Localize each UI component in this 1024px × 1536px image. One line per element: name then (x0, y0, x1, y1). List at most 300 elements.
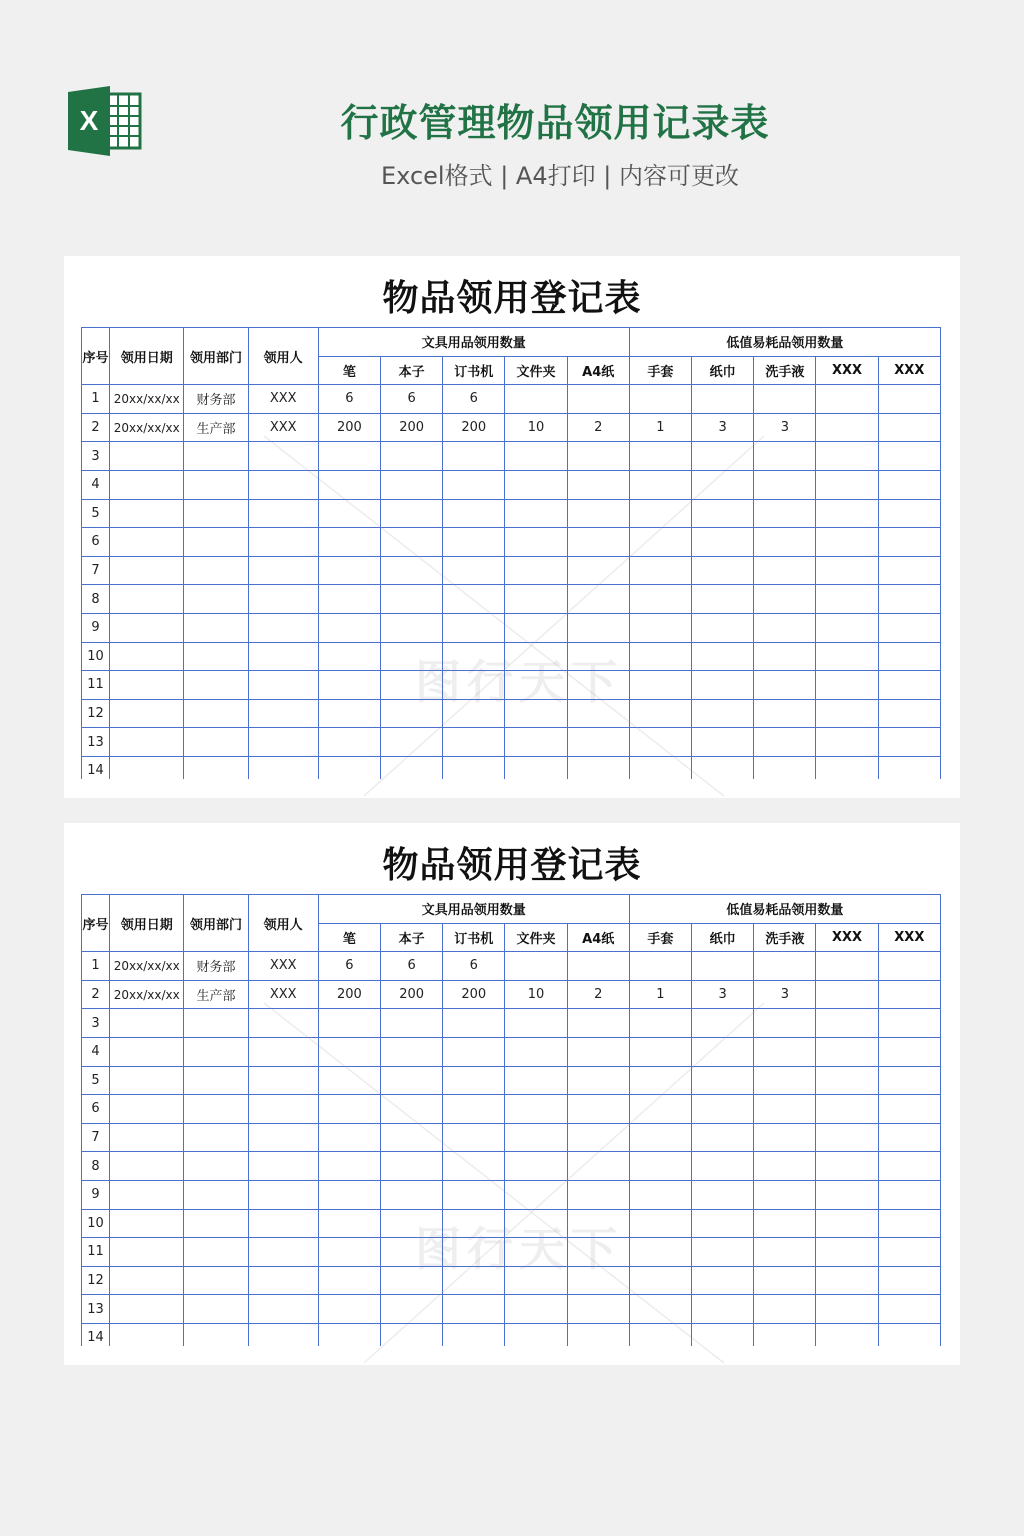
cell-quantity[interactable] (567, 442, 629, 471)
cell-quantity[interactable] (443, 556, 505, 585)
cell-quantity[interactable] (754, 1152, 816, 1181)
cell-quantity[interactable]: 200 (318, 980, 380, 1009)
cell-quantity[interactable] (443, 442, 505, 471)
cell-quantity[interactable] (443, 756, 505, 779)
cell-seq[interactable]: 4 (82, 1037, 110, 1066)
cell-quantity[interactable] (443, 1095, 505, 1124)
cell-quantity[interactable] (816, 952, 878, 981)
cell-dept[interactable] (184, 671, 248, 700)
cell-quantity[interactable] (381, 470, 443, 499)
cell-quantity[interactable] (567, 699, 629, 728)
cell-quantity[interactable]: 3 (692, 413, 754, 442)
cell-person[interactable] (248, 1295, 318, 1324)
cell-quantity[interactable] (505, 756, 567, 779)
cell-quantity[interactable] (878, 470, 940, 499)
cell-quantity[interactable] (443, 585, 505, 614)
cell-quantity[interactable] (692, 442, 754, 471)
cell-seq[interactable]: 9 (82, 613, 110, 642)
cell-quantity[interactable] (318, 1323, 380, 1346)
cell-seq[interactable]: 2 (82, 413, 110, 442)
cell-date[interactable] (110, 756, 184, 779)
cell-person[interactable] (248, 671, 318, 700)
cell-quantity[interactable] (318, 470, 380, 499)
cell-quantity[interactable] (567, 728, 629, 757)
cell-quantity[interactable] (692, 728, 754, 757)
cell-quantity[interactable] (318, 1180, 380, 1209)
cell-dept[interactable]: 生产部 (184, 980, 248, 1009)
cell-quantity[interactable] (318, 1209, 380, 1238)
cell-quantity[interactable] (567, 671, 629, 700)
cell-quantity[interactable] (629, 1295, 691, 1324)
cell-quantity[interactable] (754, 1209, 816, 1238)
cell-quantity[interactable] (505, 1066, 567, 1095)
cell-quantity[interactable] (754, 528, 816, 557)
cell-dept[interactable] (184, 470, 248, 499)
cell-seq[interactable]: 8 (82, 1152, 110, 1181)
cell-quantity[interactable]: 3 (754, 413, 816, 442)
cell-seq[interactable]: 14 (82, 1323, 110, 1346)
cell-quantity[interactable] (443, 1037, 505, 1066)
cell-person[interactable] (248, 442, 318, 471)
cell-quantity[interactable] (878, 613, 940, 642)
cell-quantity[interactable] (443, 671, 505, 700)
cell-seq[interactable]: 7 (82, 1123, 110, 1152)
cell-date[interactable]: 20xx/xx/xx (110, 413, 184, 442)
cell-quantity[interactable] (505, 470, 567, 499)
cell-quantity[interactable] (381, 499, 443, 528)
cell-seq[interactable]: 12 (82, 1266, 110, 1295)
cell-date[interactable] (110, 528, 184, 557)
cell-person[interactable] (248, 1037, 318, 1066)
cell-quantity[interactable] (318, 613, 380, 642)
cell-person[interactable] (248, 1066, 318, 1095)
cell-seq[interactable]: 11 (82, 671, 110, 700)
cell-date[interactable] (110, 1209, 184, 1238)
cell-quantity[interactable] (505, 528, 567, 557)
cell-quantity[interactable] (692, 642, 754, 671)
cell-dept[interactable] (184, 1209, 248, 1238)
cell-seq[interactable]: 12 (82, 699, 110, 728)
cell-quantity[interactable]: 1 (629, 413, 691, 442)
cell-quantity[interactable] (692, 1009, 754, 1038)
cell-quantity[interactable] (567, 499, 629, 528)
cell-quantity[interactable] (381, 1037, 443, 1066)
cell-date[interactable] (110, 613, 184, 642)
cell-quantity[interactable] (381, 1066, 443, 1095)
cell-date[interactable] (110, 699, 184, 728)
cell-quantity[interactable] (443, 699, 505, 728)
cell-quantity[interactable] (629, 528, 691, 557)
cell-quantity[interactable] (318, 1295, 380, 1324)
cell-quantity[interactable] (318, 1009, 380, 1038)
cell-dept[interactable] (184, 1095, 248, 1124)
cell-date[interactable] (110, 728, 184, 757)
cell-date[interactable] (110, 556, 184, 585)
cell-quantity[interactable] (443, 642, 505, 671)
cell-seq[interactable]: 13 (82, 1295, 110, 1324)
cell-dept[interactable] (184, 756, 248, 779)
cell-quantity[interactable] (629, 1152, 691, 1181)
cell-seq[interactable]: 6 (82, 1095, 110, 1124)
cell-quantity[interactable] (754, 499, 816, 528)
cell-quantity[interactable] (381, 528, 443, 557)
cell-quantity[interactable]: 1 (629, 980, 691, 1009)
cell-dept[interactable] (184, 613, 248, 642)
cell-quantity[interactable] (443, 1238, 505, 1267)
cell-quantity[interactable] (567, 1009, 629, 1038)
cell-quantity[interactable] (381, 699, 443, 728)
cell-quantity[interactable] (754, 585, 816, 614)
cell-person[interactable] (248, 699, 318, 728)
cell-dept[interactable] (184, 1123, 248, 1152)
cell-quantity[interactable] (816, 1037, 878, 1066)
cell-dept[interactable] (184, 699, 248, 728)
cell-quantity[interactable] (878, 442, 940, 471)
cell-quantity[interactable] (629, 1123, 691, 1152)
cell-quantity[interactable] (567, 1037, 629, 1066)
cell-quantity[interactable] (629, 1009, 691, 1038)
cell-quantity[interactable] (381, 728, 443, 757)
cell-seq[interactable]: 3 (82, 442, 110, 471)
cell-quantity[interactable] (692, 556, 754, 585)
cell-quantity[interactable] (318, 756, 380, 779)
cell-dept[interactable] (184, 556, 248, 585)
cell-quantity[interactable] (878, 413, 940, 442)
cell-person[interactable] (248, 499, 318, 528)
cell-quantity[interactable] (692, 1123, 754, 1152)
cell-quantity[interactable] (318, 1095, 380, 1124)
cell-quantity[interactable] (629, 585, 691, 614)
cell-date[interactable] (110, 1037, 184, 1066)
cell-person[interactable] (248, 1152, 318, 1181)
cell-person[interactable] (248, 756, 318, 779)
cell-quantity[interactable] (629, 1323, 691, 1346)
cell-quantity[interactable] (754, 952, 816, 981)
cell-quantity[interactable] (318, 642, 380, 671)
cell-quantity[interactable] (692, 1152, 754, 1181)
cell-quantity[interactable] (505, 1152, 567, 1181)
cell-date[interactable] (110, 1009, 184, 1038)
cell-person[interactable] (248, 528, 318, 557)
cell-quantity[interactable] (381, 1238, 443, 1267)
cell-date[interactable] (110, 1266, 184, 1295)
cell-quantity[interactable] (443, 528, 505, 557)
cell-person[interactable] (248, 470, 318, 499)
cell-quantity[interactable] (381, 1180, 443, 1209)
cell-quantity[interactable] (816, 385, 878, 414)
cell-quantity[interactable] (318, 1238, 380, 1267)
cell-dept[interactable] (184, 1009, 248, 1038)
cell-quantity[interactable] (443, 470, 505, 499)
cell-quantity[interactable] (318, 528, 380, 557)
cell-quantity[interactable] (505, 1095, 567, 1124)
cell-person[interactable]: XXX (248, 385, 318, 414)
cell-quantity[interactable] (754, 613, 816, 642)
cell-quantity[interactable] (567, 585, 629, 614)
cell-quantity[interactable] (505, 699, 567, 728)
cell-dept[interactable] (184, 1238, 248, 1267)
cell-quantity[interactable] (816, 728, 878, 757)
cell-quantity[interactable] (754, 1238, 816, 1267)
cell-quantity[interactable]: 200 (443, 980, 505, 1009)
cell-quantity[interactable] (878, 556, 940, 585)
cell-quantity[interactable] (816, 499, 878, 528)
cell-person[interactable] (248, 585, 318, 614)
cell-quantity[interactable] (754, 1266, 816, 1295)
cell-date[interactable] (110, 642, 184, 671)
cell-quantity[interactable] (505, 499, 567, 528)
cell-quantity[interactable] (567, 1123, 629, 1152)
cell-quantity[interactable] (692, 756, 754, 779)
cell-quantity[interactable] (567, 385, 629, 414)
cell-quantity[interactable] (878, 952, 940, 981)
cell-quantity[interactable] (816, 613, 878, 642)
cell-quantity[interactable] (381, 756, 443, 779)
cell-seq[interactable]: 7 (82, 556, 110, 585)
cell-person[interactable] (248, 1209, 318, 1238)
cell-quantity[interactable] (754, 671, 816, 700)
cell-quantity[interactable] (567, 528, 629, 557)
cell-quantity[interactable] (381, 1095, 443, 1124)
cell-date[interactable] (110, 1238, 184, 1267)
cell-quantity[interactable] (443, 1152, 505, 1181)
cell-quantity[interactable]: 6 (381, 952, 443, 981)
cell-quantity[interactable] (754, 1123, 816, 1152)
cell-quantity[interactable] (318, 1037, 380, 1066)
cell-quantity[interactable] (692, 1266, 754, 1295)
cell-quantity[interactable] (505, 642, 567, 671)
cell-quantity[interactable] (443, 1323, 505, 1346)
cell-quantity[interactable]: 6 (381, 385, 443, 414)
cell-quantity[interactable] (878, 642, 940, 671)
cell-quantity[interactable] (629, 1180, 691, 1209)
cell-quantity[interactable] (754, 1066, 816, 1095)
cell-quantity[interactable] (381, 442, 443, 471)
cell-person[interactable] (248, 1009, 318, 1038)
cell-quantity[interactable] (692, 1066, 754, 1095)
cell-quantity[interactable] (318, 1066, 380, 1095)
cell-date[interactable] (110, 585, 184, 614)
cell-quantity[interactable] (443, 613, 505, 642)
cell-person[interactable] (248, 1238, 318, 1267)
cell-date[interactable] (110, 499, 184, 528)
cell-quantity[interactable] (878, 1323, 940, 1346)
cell-quantity[interactable] (692, 699, 754, 728)
cell-quantity[interactable] (816, 413, 878, 442)
cell-person[interactable] (248, 1323, 318, 1346)
cell-quantity[interactable] (505, 585, 567, 614)
cell-quantity[interactable] (443, 1123, 505, 1152)
cell-quantity[interactable]: 200 (381, 980, 443, 1009)
cell-dept[interactable] (184, 1066, 248, 1095)
cell-quantity[interactable] (629, 442, 691, 471)
cell-quantity[interactable] (505, 671, 567, 700)
cell-quantity[interactable] (692, 1323, 754, 1346)
cell-quantity[interactable] (567, 756, 629, 779)
cell-dept[interactable] (184, 585, 248, 614)
cell-quantity[interactable] (381, 585, 443, 614)
cell-dept[interactable] (184, 499, 248, 528)
cell-quantity[interactable] (754, 699, 816, 728)
cell-quantity[interactable] (816, 756, 878, 779)
cell-dept[interactable] (184, 728, 248, 757)
cell-quantity[interactable] (878, 1066, 940, 1095)
cell-quantity[interactable] (816, 1295, 878, 1324)
cell-seq[interactable]: 8 (82, 585, 110, 614)
cell-quantity[interactable] (754, 385, 816, 414)
cell-quantity[interactable] (754, 728, 816, 757)
cell-quantity[interactable] (816, 699, 878, 728)
cell-quantity[interactable] (816, 556, 878, 585)
cell-dept[interactable] (184, 1180, 248, 1209)
cell-quantity[interactable] (878, 728, 940, 757)
cell-quantity[interactable] (878, 756, 940, 779)
cell-quantity[interactable] (754, 442, 816, 471)
cell-seq[interactable]: 14 (82, 756, 110, 779)
cell-dept[interactable] (184, 1323, 248, 1346)
cell-quantity[interactable] (629, 1266, 691, 1295)
cell-quantity[interactable] (505, 613, 567, 642)
cell-quantity[interactable] (692, 1209, 754, 1238)
cell-quantity[interactable] (381, 1295, 443, 1324)
cell-quantity[interactable] (878, 1180, 940, 1209)
cell-seq[interactable]: 1 (82, 952, 110, 981)
cell-quantity[interactable] (754, 470, 816, 499)
cell-quantity[interactable] (505, 385, 567, 414)
cell-quantity[interactable]: 6 (318, 385, 380, 414)
cell-quantity[interactable] (567, 1295, 629, 1324)
cell-quantity[interactable] (816, 1323, 878, 1346)
cell-quantity[interactable] (692, 499, 754, 528)
cell-quantity[interactable] (692, 1037, 754, 1066)
cell-quantity[interactable] (878, 1037, 940, 1066)
cell-person[interactable]: XXX (248, 980, 318, 1009)
cell-quantity[interactable] (381, 642, 443, 671)
cell-date[interactable] (110, 442, 184, 471)
cell-seq[interactable]: 4 (82, 470, 110, 499)
cell-quantity[interactable] (629, 499, 691, 528)
cell-quantity[interactable] (878, 1295, 940, 1324)
cell-quantity[interactable] (318, 1152, 380, 1181)
cell-dept[interactable] (184, 1152, 248, 1181)
cell-seq[interactable]: 10 (82, 642, 110, 671)
cell-person[interactable] (248, 1266, 318, 1295)
cell-date[interactable] (110, 1323, 184, 1346)
cell-seq[interactable]: 5 (82, 499, 110, 528)
cell-quantity[interactable] (878, 699, 940, 728)
cell-quantity[interactable] (443, 1295, 505, 1324)
cell-quantity[interactable] (816, 1066, 878, 1095)
cell-quantity[interactable] (505, 952, 567, 981)
cell-quantity[interactable] (754, 1323, 816, 1346)
cell-quantity[interactable] (567, 1180, 629, 1209)
cell-quantity[interactable]: 2 (567, 413, 629, 442)
cell-quantity[interactable] (505, 1180, 567, 1209)
cell-quantity[interactable] (692, 385, 754, 414)
cell-quantity[interactable] (381, 556, 443, 585)
cell-quantity[interactable] (381, 1009, 443, 1038)
cell-dept[interactable] (184, 442, 248, 471)
cell-date[interactable] (110, 1152, 184, 1181)
cell-quantity[interactable] (505, 442, 567, 471)
cell-seq[interactable]: 1 (82, 385, 110, 414)
cell-quantity[interactable]: 2 (567, 980, 629, 1009)
cell-quantity[interactable] (692, 613, 754, 642)
cell-quantity[interactable]: 6 (443, 952, 505, 981)
cell-quantity[interactable] (754, 1095, 816, 1124)
cell-person[interactable] (248, 1123, 318, 1152)
cell-quantity[interactable] (629, 1238, 691, 1267)
cell-quantity[interactable] (443, 1209, 505, 1238)
cell-quantity[interactable] (629, 642, 691, 671)
cell-quantity[interactable] (318, 1266, 380, 1295)
cell-quantity[interactable] (816, 980, 878, 1009)
cell-quantity[interactable] (816, 1123, 878, 1152)
cell-quantity[interactable] (381, 671, 443, 700)
cell-quantity[interactable] (754, 1009, 816, 1038)
cell-dept[interactable] (184, 1266, 248, 1295)
cell-quantity[interactable] (505, 1009, 567, 1038)
cell-quantity[interactable]: 3 (692, 980, 754, 1009)
cell-quantity[interactable] (816, 1180, 878, 1209)
cell-dept[interactable] (184, 1295, 248, 1324)
cell-quantity[interactable] (692, 671, 754, 700)
cell-date[interactable]: 20xx/xx/xx (110, 980, 184, 1009)
cell-quantity[interactable] (443, 728, 505, 757)
cell-quantity[interactable] (816, 642, 878, 671)
cell-quantity[interactable] (878, 1152, 940, 1181)
cell-quantity[interactable] (878, 499, 940, 528)
cell-quantity[interactable] (629, 756, 691, 779)
cell-person[interactable]: XXX (248, 952, 318, 981)
cell-quantity[interactable] (505, 1209, 567, 1238)
cell-dept[interactable] (184, 642, 248, 671)
cell-seq[interactable]: 3 (82, 1009, 110, 1038)
cell-date[interactable] (110, 470, 184, 499)
cell-date[interactable]: 20xx/xx/xx (110, 385, 184, 414)
cell-quantity[interactable] (443, 499, 505, 528)
cell-quantity[interactable] (505, 1323, 567, 1346)
cell-date[interactable] (110, 1095, 184, 1124)
cell-quantity[interactable]: 3 (754, 980, 816, 1009)
cell-seq[interactable]: 11 (82, 1238, 110, 1267)
cell-quantity[interactable] (567, 1209, 629, 1238)
cell-quantity[interactable] (816, 1095, 878, 1124)
cell-quantity[interactable] (567, 1323, 629, 1346)
cell-quantity[interactable] (692, 1238, 754, 1267)
cell-quantity[interactable] (629, 1037, 691, 1066)
cell-quantity[interactable] (567, 470, 629, 499)
cell-dept[interactable] (184, 528, 248, 557)
cell-quantity[interactable] (318, 1123, 380, 1152)
cell-person[interactable] (248, 728, 318, 757)
cell-quantity[interactable] (318, 671, 380, 700)
cell-person[interactable] (248, 1180, 318, 1209)
cell-quantity[interactable] (629, 671, 691, 700)
cell-quantity[interactable] (505, 1123, 567, 1152)
cell-quantity[interactable] (505, 1295, 567, 1324)
cell-quantity[interactable] (443, 1180, 505, 1209)
cell-quantity[interactable] (318, 585, 380, 614)
cell-quantity[interactable] (505, 728, 567, 757)
cell-quantity[interactable] (505, 556, 567, 585)
cell-person[interactable] (248, 642, 318, 671)
cell-quantity[interactable] (381, 613, 443, 642)
cell-quantity[interactable] (629, 1209, 691, 1238)
cell-person[interactable]: XXX (248, 413, 318, 442)
cell-quantity[interactable] (443, 1266, 505, 1295)
cell-date[interactable] (110, 671, 184, 700)
